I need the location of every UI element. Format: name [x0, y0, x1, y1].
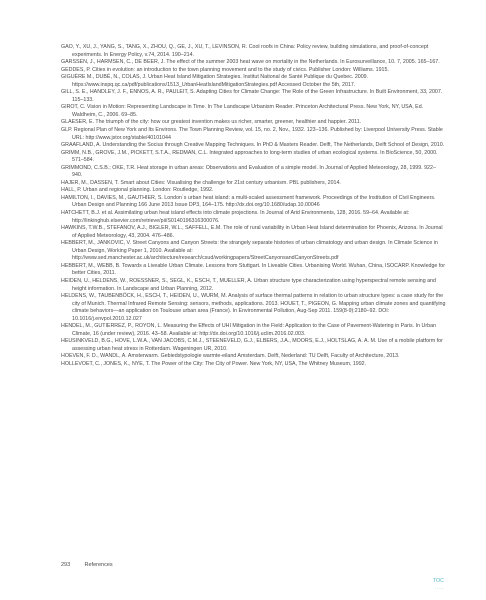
reference-entry: GRIMM, N.B., GROVE, J.M., PICKETT, S.T.A., REDMAN, C.L. Integrated approaches to long-term studies of urban ecological systems. In BioScience, 50, 2000. 571–584.	[61, 149, 438, 164]
reference-entry: GRIMMOND, C.S.B.; OKE, T.R. Heat storage in urban areas: Observations and Evaluation of a simple model. In Journal of Applied Meteorology, 28, 1999. 922– 940.	[61, 164, 436, 179]
reference-entry: GAO, Y., XU, J., YANG, S., TANG, X., ZHOU, Q., GE, J., XU, T., LEVINSON, R. Cool roofs in China: Policy review, building simulations, and proof-of-concept experiments. In Energy Policy, v.74, 2014. 190–214.	[61, 44, 429, 58]
reference-entry: HEBBERT, M., WEBB, B. Towards a Liveable Urban Climate. Lessons from Stuttgart. In Liveable Cities. Urbanising World. Wuhan, China, ISOCARP. Knowledge for better Cities, 2011.	[61, 262, 445, 277]
reference-entry: HAWKINS, T.W.B., STEFANOV, A.J., BIGLER, W.L., SAFFELL, E.M. The role of rural variability in Urban Heat Island determination for Phoenix, Arizona. In Journal of Applied Meteorology, 43, 2004. 476–486.	[61, 225, 443, 239]
reference-entry: HOEVEN, F. D., WANDL, A. Amsterwarm. Gebiedstypologie warmte-eiland Amsterdam. Delft, Nederland: TU Delft, Faculty of Architecture, 2013.	[61, 353, 400, 360]
reference-entry: HATCHETT, B.J. et al. Assimilating urban heat island effects into climate projections. In Journal of Arid Environments, 128, 2016. 59–64. Available at: http://linkinghub.elsevier.com/retrieve/pii/S0140196316300076.	[61, 210, 410, 224]
reference-entry: HEBBERT, M., JANKOVIC, V. Street Canyons and Canyon Streets: the strangely separate histories of urban climatology and urban design. In Climate Science in Urban Design, Working Paper 1, 2010. Available at: http://www.sed.manchester.ac.uk/architecture/research/csud/workingpapers/StreetCanyonsandCanyonStreets.pdf	[61, 240, 438, 262]
toc-dots-icon: ·····	[434, 586, 444, 591]
reference-entry: GRAAFLAND, A. Understanding the Socius through Creative Mapping Techniques. In PhD & Masters Reader. Delft, The Netherlands, Delft School of Design, 2010.	[61, 142, 445, 149]
reference-entry: GEDDES, P. Cities in evolution: an introduction to the town planning movement and to the study of civics. Publisher London: Williams. 1915.	[61, 66, 389, 73]
reference-entry: GILL, S. E., HANDLEY, J. F., ENNOS, A. R., PAULEIT, S. Adapting Cities for Climate Change: The Role of the Green Infrastructure. In Built Environment, 33, 2007. 115–133.	[61, 89, 443, 103]
reference-entry: GLP. Regional Plan of New York and Its Environs. The Town Planning Review, vol. 15, no. 2, Nov., 1932. 123–136. Published by: Liverpool University Press. Stable URL: http://www.jstor.org/stable/40101044	[61, 127, 443, 141]
reference-entry: HELDENS, W., TAUBENBÖCK, H., ESCH, T., HEIDEN, U., WURM, M. Analysis of surface thermal patterns in relation to urban structure types: a case study for the city of Munich. Thermal Infrared Remote Sensing: sensors, methods, applications. 2013. HOUET, T., PIGEON, G. Mapping urban climate zones and quantifying climate behaviors—an application on Toulouse urban area (France). In Environmental Pollution, Aug-Sep 2011. 159(8-9):2180–92. DOI: 10.1016/j.envpol.2010.12.027	[61, 293, 446, 322]
reference-entry: HAJER, M., DASSEN, T. Smart about Cities: Visualising the challenge for 21st century urbanism. PBL publishers, 2014.	[61, 179, 341, 186]
reference-entry: GIROT, C. Vision in Motion: Representing Landscape in Time. In The Landscape Urbanism Reader. Princeton Architectural Press. New York, NY, USA, Ed. Waldheim, C., 2006. 69–85.	[61, 104, 424, 118]
reference-entry: HOLLEVOET, C., JONES, K., NYE, T. The Power of the City: The City of Power. New York, NY, USA, The Whitney Museum, 1992.	[61, 360, 367, 367]
reference-list	[61, 44, 447, 369]
reference-entry: HAMILTON, I., DAVIES, M., GAUTHIER, S. London`s urban heat island: a multi-scaled assessment framework. Proceedings of the Institution of Civil Engineers. Urban Design and Planning 166 June 2013 Issue DP3, 164–175. http://dx.doi.org/10.1680/udap.10.00046	[61, 194, 436, 209]
reference-entry: GLAESER, E. The triumph of the city: how our greatest invention makes us richer, smarter, greener, healthier and happier. 2011.	[61, 119, 362, 126]
reference-entry: HEIDEN, U., HELDENS, W., ROESSNER, S., SEGL, K., ESCH, T., MUELLER, A. Urban structure type characterization using hyperspectral remote sensing and height information. In Landscape and Urban Planning, 2012.	[61, 277, 436, 292]
page-number: 293	[61, 562, 71, 568]
section-title: References	[84, 562, 113, 568]
reference-entry: HENDEL, M., GUTIERREZ, P., ROYON, L. Measuring the Effects of UHI Mitigation in the Field: Application to the Case of Pavement-Watering in Paris. In Urban Climate, 16 (under review), 2016. 43–58. Available at: http://dx.doi.org/10.1016/j.uclim.2016.02.003.	[61, 323, 436, 337]
reference-entry: GARSSEN, J., HARMSEN, C., DE BEER, J. The effect of the summer 2003 heat wave on mortality in the Netherlands. In Eurosurveillance, 10. 7, 2005. 165–167.	[61, 59, 440, 66]
reference-entry: HALL, P. Urban and regional planning. London: Routledge, 1992.	[61, 187, 214, 194]
reference-entry: HEUSINKVELD, B.G., HOVE, L.W.A., VAN JACOBS, C.M.J., STEENEVELD, G.J., ELBERS, J.A., MOORS, E.J., HOLTSLAG, A. A. M. Use of a mobile platform for assessing urban heat stress in Rotterdam. Wageningen UR, 2010.	[61, 338, 443, 352]
toc-link[interactable]: TOC	[432, 578, 444, 584]
reference-entry: GIGUÈRE M., DUBÉ, N., COLAS, J. Urban Heat Island Mitigation Strategies. Institut National de Santé Publique du Quebec. 2009. https://www.inspq.qc.ca/pdf/publications/1513_UrbanHeatIslandMitigationStrategies.pdf Accessed October the 5th, 2017.	[61, 74, 369, 88]
page-footer	[61, 562, 113, 568]
